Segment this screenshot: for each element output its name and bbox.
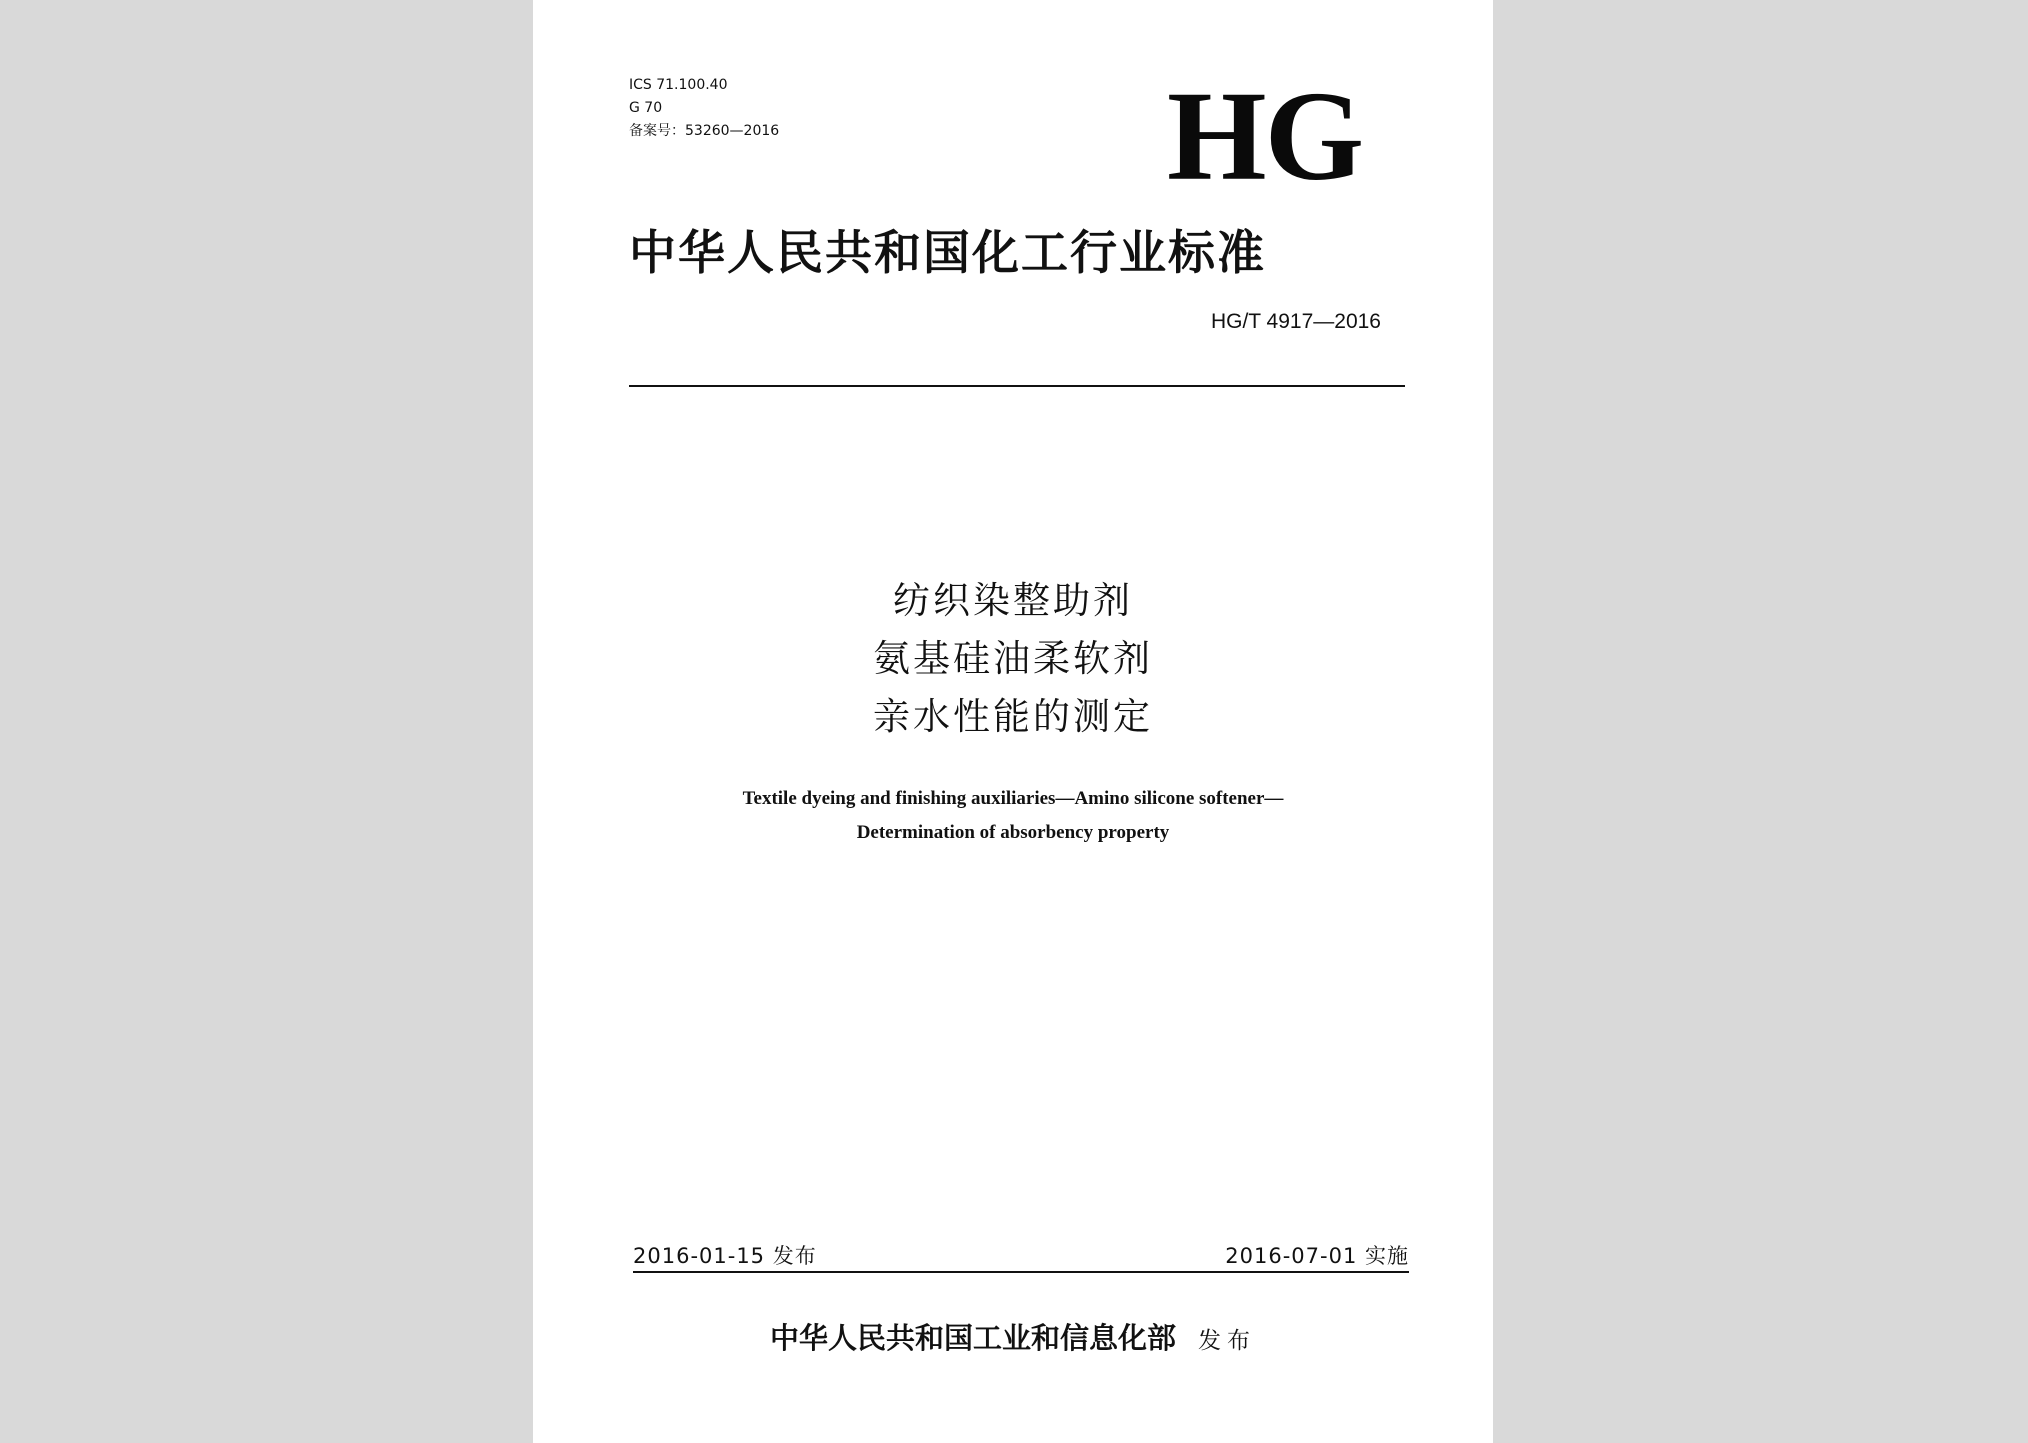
chinese-title	[533, 572, 1493, 746]
issue-date: 2016-01-15 发布	[633, 1244, 817, 1268]
document-cover-page	[533, 0, 1493, 1443]
ccs-code: G 70	[629, 100, 663, 116]
top-divider	[629, 385, 1405, 387]
english-title-line-1: Textile dyeing and finishing auxiliaries—Amino silicone softener—	[742, 788, 1284, 809]
issuing-authority	[533, 1316, 1493, 1357]
record-number: 备案号：53260—2016	[629, 123, 780, 139]
bottom-divider	[633, 1271, 1409, 1273]
classification-block	[629, 74, 779, 143]
english-title	[533, 782, 1493, 850]
chinese-title-line-1: 纺织染整助剂	[893, 579, 1133, 622]
issuer-name: 中华人民共和国工业和信息化部	[769, 1321, 1176, 1355]
english-title-line-2: Determination of absorbency property	[856, 822, 1170, 843]
chinese-title-line-3: 亲水性能的测定	[873, 695, 1153, 738]
issuer-action: 发布	[1198, 1328, 1256, 1354]
standard-type-title: 中华人民共和国化工行业标准	[629, 226, 1266, 281]
standard-code: HG/T 4917—2016	[1210, 310, 1381, 333]
chinese-title-line-2: 氨基硅油柔软剂	[873, 637, 1153, 680]
ics-code: ICS 71.100.40	[629, 77, 728, 93]
implementation-date: 2016-07-01 实施	[1225, 1244, 1409, 1268]
hg-logo: HG	[1167, 65, 1363, 207]
